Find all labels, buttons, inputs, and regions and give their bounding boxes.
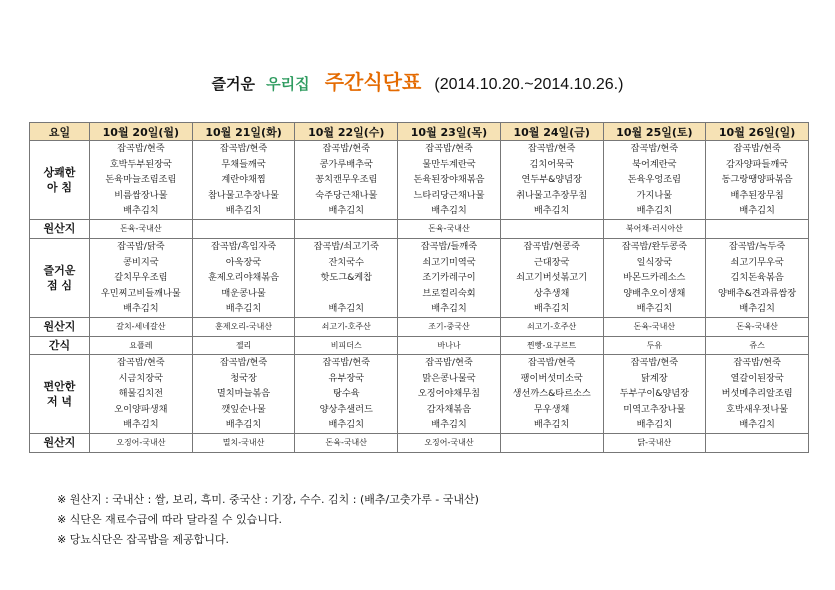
- meal-cell: [192, 238, 295, 317]
- meal-cell: [706, 238, 809, 317]
- lunch-origin-row-cell: 쇠고기-호주산: [500, 317, 603, 336]
- menu-item: 배추김치: [636, 205, 673, 217]
- lunch-origin-row-cell: 쇠고기-호주산: [295, 317, 398, 336]
- dinner-row-label: 편안한 저 녁: [30, 354, 90, 433]
- menu-item: 잡곡밥/현콩죽: [523, 240, 580, 252]
- breakfast-origin-row-cell: 돈육-국내산: [398, 219, 501, 238]
- header-row: [30, 123, 809, 141]
- menu-item: 탕수육: [332, 388, 360, 400]
- menu-item: 취나물고추장무침: [516, 189, 588, 201]
- meal-cell: [295, 141, 398, 220]
- breakfast-origin-row: [30, 219, 809, 238]
- snack-row-cell: 두유: [603, 336, 706, 354]
- lunch-origin-row-label: 원산지: [30, 317, 90, 336]
- snack-row-cell: 쥬스: [706, 336, 809, 354]
- lunch-row: [30, 238, 809, 317]
- notes: [57, 490, 479, 550]
- menu-item: 배추김치: [739, 205, 775, 217]
- meal-cell: [90, 354, 193, 433]
- menu-item: 아욱장국: [225, 256, 262, 268]
- menu-item: 배추김치: [328, 419, 365, 431]
- menu-item: 일식장국: [636, 256, 673, 268]
- menu-item: 두부구이&양념장: [619, 388, 690, 400]
- menu-item: 가지나물: [636, 189, 673, 201]
- lunch-origin-row: [30, 317, 809, 336]
- menu-item: 깻잎순나물: [221, 403, 266, 415]
- menu-item: 배추김치: [225, 419, 262, 431]
- title-date-range: (2014.10.20.~2014.10.26.): [434, 76, 624, 93]
- day-header: 10월 21일(화): [192, 123, 295, 141]
- menu-item: 배추김치: [225, 303, 262, 315]
- menu-item: 잡곡밥/현죽: [219, 143, 268, 154]
- menu-item: 버섯메추리알조림: [721, 388, 793, 400]
- menu-item: 바몬드카레소스: [623, 272, 686, 284]
- menu-item: 배추김치: [533, 205, 570, 217]
- meal-cell: [192, 141, 295, 220]
- meal-cell: [398, 238, 501, 317]
- menu-item: 잡곡밥/현죽: [733, 356, 781, 368]
- weekly-menu-table: [29, 122, 809, 453]
- meal-cell: [603, 238, 706, 317]
- menu-item: 매운콩나물: [221, 287, 266, 299]
- meal-cell: [603, 354, 706, 433]
- meal-cell: [500, 141, 603, 220]
- menu-item: 호박새우젓나물: [726, 403, 789, 415]
- dinner-origin-row-cell: 닭-국내산: [603, 433, 706, 452]
- lunch-origin-row-cell: 돈육-국내산: [603, 317, 706, 336]
- menu-item: 훈제오리야채볶음: [208, 272, 280, 284]
- menu-item: 잡곡밥/현죽: [322, 356, 370, 368]
- menu-item: 닭계장: [641, 372, 668, 384]
- menu-item: 잡곡밥/현죽: [527, 356, 576, 368]
- menu-item: 잡곡밥/현죽: [527, 143, 576, 154]
- menu-item: 잡곡밥/흑임자죽: [210, 240, 277, 252]
- meal-cell: [295, 238, 398, 317]
- meal-cell: [90, 141, 193, 220]
- meal-cell: [500, 354, 603, 433]
- menu-item: 배추김치: [431, 205, 467, 217]
- lunch-origin-row-cell: 갈치-세네갈산: [90, 317, 193, 336]
- menu-item: 배추김치: [225, 205, 262, 217]
- menu-item: 돈육된장야채볶음: [413, 174, 485, 186]
- title-part-1: 즐거운: [211, 75, 256, 93]
- dinner-origin-row-label: 원산지: [30, 433, 90, 452]
- menu-item: 비름쌈장나물: [114, 189, 168, 201]
- menu-item: 쇠고기버섯볶고기: [516, 272, 588, 284]
- menu-item: 잡곡밥/현죽: [322, 143, 370, 154]
- snack-row-cell: 요플레: [90, 336, 193, 354]
- menu-item: 잡곡밥/현죽: [117, 143, 165, 154]
- note-line: ※ 당뇨식단은 잡곡밥을 제공합니다.: [57, 533, 229, 546]
- menu-item: 잡곡밥/완두콩죽: [621, 240, 687, 252]
- menu-item: 멸치마늘볶음: [216, 388, 271, 400]
- menu-item: 김치돈육볶음: [730, 272, 784, 284]
- snack-row-cell: 젤리: [192, 336, 295, 354]
- lunch-origin-row-cell: 돈육-국내산: [706, 317, 809, 336]
- breakfast-origin-row-cell: [706, 219, 809, 238]
- menu-item: 배추김치: [123, 205, 159, 217]
- menu-item: 감자양파들깨국: [726, 158, 789, 170]
- snack-row-cell: 찐빵-요구르트: [500, 336, 603, 354]
- note-line: ※ 식단은 재료수급에 따라 달라질 수 있습니다.: [57, 513, 282, 526]
- menu-item: 꽁치캔무우조림: [315, 174, 378, 186]
- breakfast-origin-row-cell: [295, 219, 398, 238]
- breakfast-origin-row-label: 원산지: [30, 219, 90, 238]
- menu-item: 배추김치: [431, 419, 467, 431]
- menu-item: 핫도그&케찹: [320, 272, 373, 284]
- menu-item: 콩가루배추국: [319, 158, 373, 170]
- day-header: 10월 20일(월): [90, 123, 193, 141]
- menu-item: 갈치무우조림: [114, 272, 168, 284]
- menu-item: 우민찌고비들깨나물: [100, 287, 181, 299]
- menu-item: 잡곡밥/현죽: [117, 356, 165, 368]
- page-title: [0, 66, 835, 95]
- breakfast-origin-row-cell: 돈육-국내산: [90, 219, 193, 238]
- day-header: 10월 26일(일): [706, 123, 809, 141]
- menu-item: 유부장국: [328, 372, 365, 384]
- menu-item: 잡곡밥/현죽: [630, 143, 679, 154]
- breakfast-row-label: 상쾌한 아 침: [30, 141, 90, 220]
- menu-item: 무우생채: [533, 403, 570, 415]
- breakfast-origin-row-cell: [192, 219, 295, 238]
- menu-item: 배추김치: [533, 419, 570, 431]
- menu-item: 오징어야채무침: [417, 388, 481, 400]
- dinner-origin-row: [30, 433, 809, 452]
- dinner-origin-row-cell: [500, 433, 603, 452]
- snack-row-cell: 바나나: [398, 336, 501, 354]
- menu-item: 배추김치: [431, 303, 467, 315]
- dinner-origin-row-cell: 돈육-국내산: [295, 433, 398, 452]
- menu-item: 감자채볶음: [426, 403, 472, 415]
- menu-item: 잡곡밥/현죽: [630, 356, 679, 368]
- menu-item: 북어계란국: [632, 158, 677, 170]
- breakfast-row: [30, 141, 809, 220]
- menu-item: 양배추&견과류쌈장: [718, 287, 797, 299]
- breakfast-origin-row-cell: 북어채-러시아산: [603, 219, 706, 238]
- lunch-row-label: 즐거운 점 심: [30, 238, 90, 317]
- menu-item: 잡곡밥/현죽: [425, 143, 473, 154]
- day-header: 10월 24일(금): [500, 123, 603, 141]
- meal-cell: [398, 354, 501, 433]
- meal-cell: [295, 354, 398, 433]
- menu-item: 쇠고기미역국: [422, 256, 476, 268]
- meal-cell: [398, 141, 501, 220]
- menu-item: 물만두계란국: [422, 158, 476, 170]
- menu-item: 시금치장국: [118, 372, 164, 384]
- dinner-origin-row-cell: 오징어-국내산: [398, 433, 501, 452]
- menu-item: 쇠고기무우국: [730, 256, 784, 268]
- menu-item: 해물김치전: [118, 388, 164, 400]
- meal-cell: [90, 238, 193, 317]
- menu-item: 잡곡밥/들깨죽: [420, 240, 478, 252]
- menu-item: 잔치국수: [328, 256, 365, 268]
- meal-cell: [192, 354, 295, 433]
- menu-item: 느타리당근채나물: [413, 189, 485, 201]
- menu-item: 배추김치: [533, 303, 570, 315]
- day-header: 10월 23일(목): [398, 123, 501, 141]
- menu-item: 팽이버섯미소국: [520, 372, 583, 384]
- menu-item: 참나물고추장나물: [208, 189, 280, 201]
- menu-item: 배추김치: [739, 303, 775, 315]
- note-line: ※ 원산지 : 국내산 : 쌀, 보리, 흑미. 중국산 : 기장, 수수. 김치 : (배추/고춧가루 - 국내산): [57, 493, 479, 506]
- menu-item: 무채들깨국: [221, 158, 266, 170]
- menu-item: 배추김치: [123, 419, 159, 431]
- menu-item: 김치어묵국: [529, 158, 574, 170]
- menu-item: 잡곡밥/쇠고기죽: [313, 240, 379, 252]
- dinner-origin-row-cell: 오징어-국내산: [90, 433, 193, 452]
- menu-item: 잡곡밥/녹두죽: [728, 240, 786, 252]
- menu-item: 양상추샐러드: [319, 403, 373, 415]
- menu-item: 호박두부된장국: [109, 158, 172, 170]
- snack-row: [30, 336, 809, 354]
- menu-item: 잡곡밥/현죽: [219, 356, 268, 368]
- menu-item: 미역고추장나물: [623, 403, 686, 415]
- menu-item: 조기카레구이: [422, 272, 476, 284]
- menu-item: 양배추오이생채: [623, 287, 686, 299]
- menu-item: 배추김치: [328, 205, 365, 217]
- dinner-row: [30, 354, 809, 433]
- dinner-origin-row-cell: 멸치-국내산: [192, 433, 295, 452]
- header-weekday: 요일: [30, 123, 90, 141]
- breakfast-origin-row-cell: [500, 219, 603, 238]
- menu-item: 콩비지국: [123, 256, 159, 268]
- menu-item: 잡곡밥/현죽: [733, 143, 781, 154]
- menu-item: 잡곡밥/닭죽: [117, 240, 165, 252]
- meal-cell: [706, 354, 809, 433]
- menu-item: 배추된장무침: [730, 189, 784, 201]
- menu-item: 브로컬리숙회: [422, 287, 476, 299]
- menu-item: 상추생채: [533, 287, 570, 299]
- menu-item: 배추김치: [636, 419, 673, 431]
- menu-item: 맑은콩나물국: [422, 372, 476, 384]
- menu-item: 배추김치: [739, 419, 775, 431]
- meal-cell: [603, 141, 706, 220]
- menu-item: 계란야채찜: [221, 174, 266, 186]
- day-header: 10월 22일(수): [295, 123, 398, 141]
- menu-item: 연두부&양념장: [521, 174, 582, 186]
- menu-item: [295, 286, 397, 302]
- menu-item: 근대장국: [533, 256, 570, 268]
- dinner-origin-row-cell: [706, 433, 809, 452]
- day-header: 10월 25일(토): [603, 123, 706, 141]
- menu-item: 생선까스&타르소스: [512, 388, 591, 400]
- menu-item: 숙주당근채나물: [315, 189, 378, 201]
- meal-cell: [706, 141, 809, 220]
- menu-item: 오이양파생채: [114, 403, 168, 415]
- menu-item: 청국장: [230, 372, 257, 384]
- snack-row-label: 간식: [30, 336, 90, 354]
- title-part-2: 우리집: [266, 75, 310, 93]
- lunch-origin-row-cell: 훈제오리-국내산: [192, 317, 295, 336]
- title-part-3: 주간식단표: [324, 70, 422, 94]
- menu-item: 배추김치: [328, 303, 365, 315]
- lunch-origin-row-cell: 조기-중국산: [398, 317, 501, 336]
- meal-cell: [500, 238, 603, 317]
- menu-item: 잡곡밥/현죽: [425, 356, 473, 368]
- menu-item: 배추김치: [123, 303, 159, 315]
- menu-item: 배추김치: [636, 303, 673, 315]
- snack-row-cell: 비피더스: [295, 336, 398, 354]
- menu-item: 돈육우엉조림: [627, 174, 681, 186]
- menu-item: 돈육마늘조림조림: [105, 174, 177, 186]
- menu-item: 열갈이된장국: [730, 372, 784, 384]
- menu-item: 동그랑땡양파볶음: [721, 174, 793, 186]
